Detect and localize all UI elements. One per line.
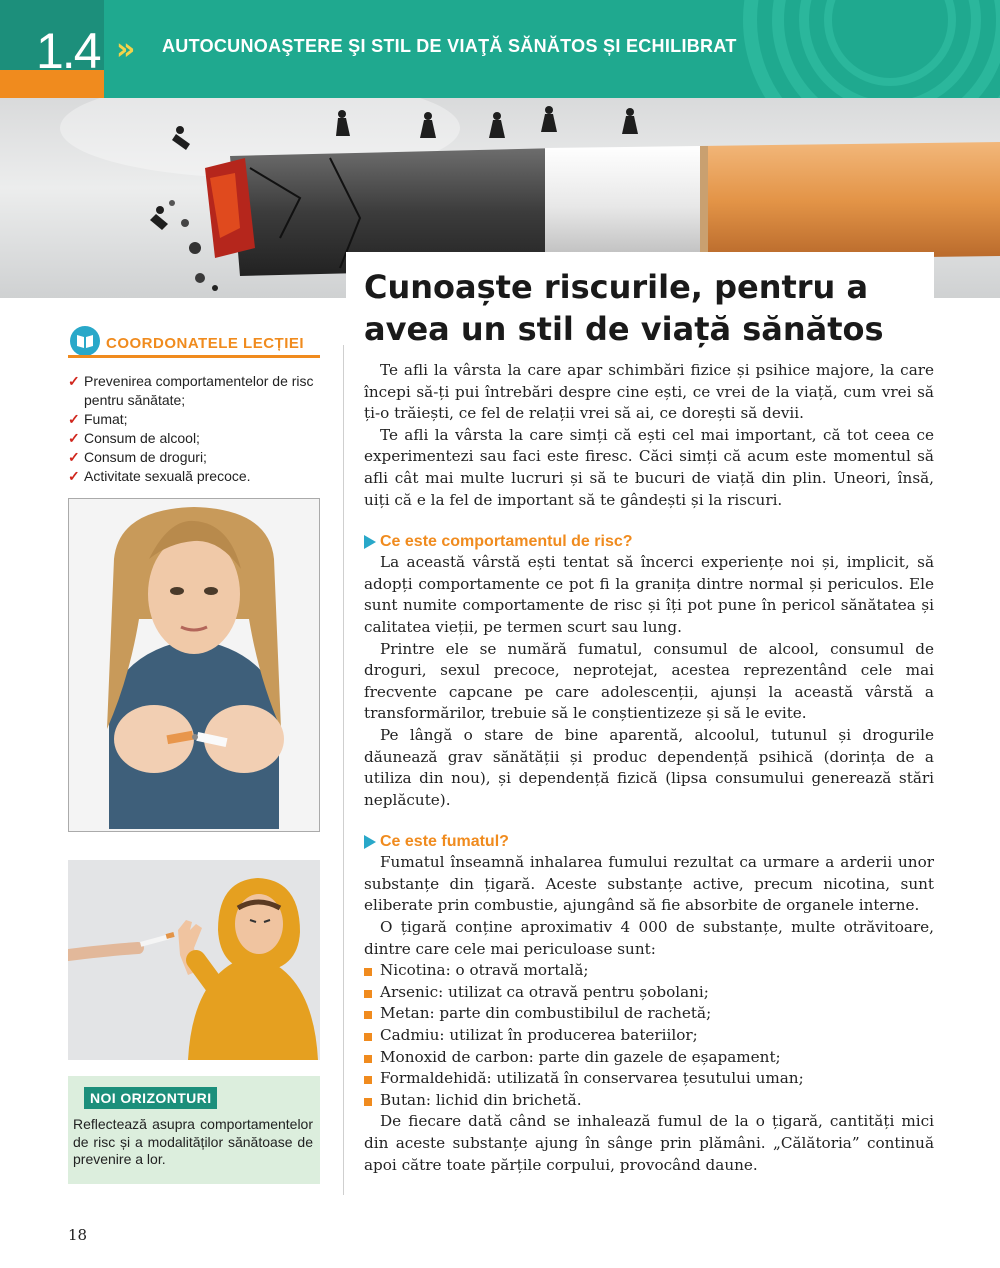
list-item: Butan: lichid din brichetă. [364,1090,934,1112]
list-item: Formaldehidă: utilizată în conservarea țesutului uman; [364,1068,934,1090]
check-icon: ✓ [68,468,80,484]
new-horizons-text: Reflectează asupra comportamentelor de risc și a modalităților sănătoase de prevenire a lor. [73,1116,313,1167]
section-heading-risk-behaviour: Ce este comportamentul de risc? [364,531,934,552]
lesson-header [0,0,1000,98]
substances-list [364,960,934,1111]
lesson-title: AUTOCUNOAŞTERE ŞI STIL DE VIAŢĂ SĂNĂTOS ȘI ECHILIBRAT [162,36,737,56]
check-icon: ✓ [68,373,80,389]
list-item: Metan: parte din combustibilul de rachetă; [364,1003,934,1025]
body-paragraph: Te afli la vârsta la care apar schimbări fizice și psihice majore, la care începi să-ți pui întrebări despre cine ești, ce vrei de la viață, cum vrei să ți-o trăiești, ce fel de relații vrei să ai, ce dorești să devii. [364,361,934,423]
list-item: Cadmiu: utilizat în producerea bateriilor; [364,1025,934,1047]
body-paragraph: O țigară conține aproximativ 4 000 de substanțe, multe otrăvitoare, dintre care cele mai periculoase sunt: [364,918,934,958]
coordinates-underline [68,355,320,358]
bullet-square-icon [364,1076,372,1084]
check-icon: ✓ [68,411,80,427]
main-text-column [364,360,934,1176]
bullet-square-icon [364,990,372,998]
coordinates-item: ✓ Consum de droguri; [68,449,207,465]
coordinates-label: COORDONATELE LECȚIEI [106,335,305,352]
list-item: Arsenic: utilizat ca otravă pentru șobolani; [364,982,934,1004]
bullet-square-icon [364,1098,372,1106]
coordinates-list [68,372,326,486]
body-paragraph: Printre ele se numără fumatul, consumul de alcool, consumul de droguri, sexul precoce, neprotejat, acestea reprezentând cele mai frecvente capcane pe care adolescenții, ajunși la această vârstă a transformărilor, trebuie să le conștientizeze și să le evite. [364,639,934,723]
decorative-rings [740,0,1000,98]
body-paragraph: Pe lângă o stare de bine aparentă, alcoolul, tutunul și drogurile dăunează grav sănătății și produc dependență psihică (dorința de a utiliza din nou), și dependență fizică (lipsa consumului generează stări neplăcute). [364,725,934,809]
lesson-number-box [0,0,104,98]
check-icon: ✓ [68,449,80,465]
coordinates-item: ✓ Fumat; [68,411,128,427]
coordinates-item: ✓ Prevenirea comportamentelor de risc pentru sănătate; [68,373,314,408]
bullet-square-icon [364,968,372,976]
photo-girl-breaking-cigarette [68,498,320,832]
coordinates-item: ✓ Consum de alcool; [68,430,200,446]
body-paragraph: Te afli la vârsta la care simți că ești cel mai important, că tot ceea ce experimentezi sau faci este firesc. Căci simți că acum este momentul să afli cât mai multe lucruri și să te bucuri de viață din plin. Uneori, însă, uiți că e la fel de important să te gândești și la riscuri. [364,425,934,509]
photo-boy-refusing-cigarette [68,860,320,1060]
coordinates-item: ✓ Activitate sexuală precoce. [68,468,251,484]
page-headline-box [346,252,934,350]
list-item: Nicotina: o otravă mortală; [364,960,934,982]
list-item: Monoxid de carbon: parte din gazele de eșapament; [364,1047,934,1069]
page-headline: Cunoaște riscurile, pentru a avea un stil de viață sănătos [364,268,884,348]
check-icon: ✓ [68,430,80,446]
body-paragraph: De fiecare dată când se inhalează fumul de la o țigară, cantități mici din aceste substanțe ajung în sânge prin plămâni. „Călătoria” continuă apoi către toate părțile corpului, provocând daune. [364,1112,934,1174]
bullet-square-icon [364,1055,372,1063]
new-horizons-label: NOI ORIZONTURI [84,1087,217,1109]
body-paragraph: La această vârstă ești tentat să încerci experiențe noi și, implicit, să adopți comportamente ce pot fi la granița dintre normal și periculos. Ele sunt numite comportamente de risc și îți pot pune în pericol sănătatea și calitatea vieții, pe termen scurt sau lung. [364,553,934,636]
body-paragraph: Fumatul înseamnă inhalarea fumului rezultat ca urmare a arderii unor substanțe din țigară. Aceste substanțe active, precum nicotina, sunt eliberate prin combustie, ajungând să fie absorbite de organele interne. [364,853,934,915]
book-icon [70,326,100,356]
page-number: 18 [68,1226,88,1244]
double-chevron-icon: » [116,32,130,67]
section-heading-smoking: Ce este fumatul? [364,831,934,852]
bullet-square-icon [364,1011,372,1019]
new-horizons-box [68,1076,320,1184]
lesson-number: 1.4 [36,23,100,79]
bullet-square-icon [364,1033,372,1041]
column-divider [343,345,344,1195]
